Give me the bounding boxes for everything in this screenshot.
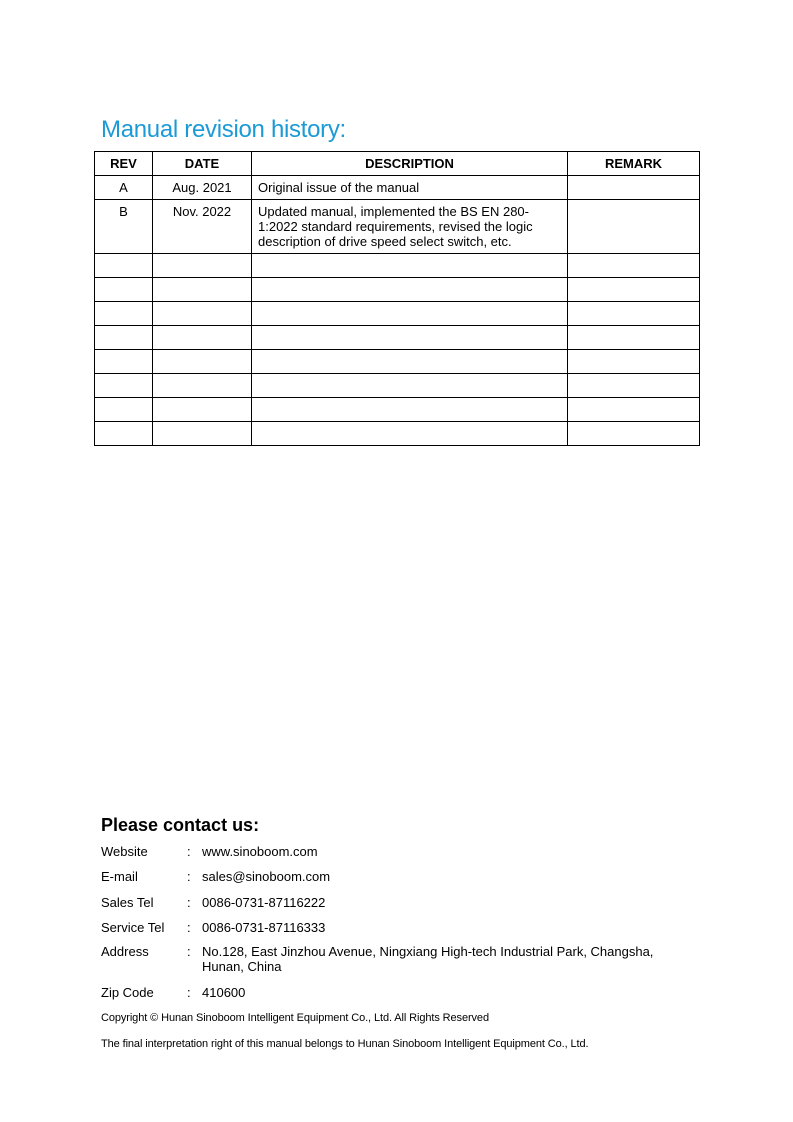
contact-heading: Please contact us: (101, 815, 260, 835)
contact-service-tel-row (101, 920, 672, 935)
date-column-header: DATE (153, 152, 252, 176)
remark-cell (568, 200, 700, 254)
table-row (95, 200, 700, 254)
date-cell: Nov. 2022 (153, 200, 252, 254)
empty-table-row (95, 326, 700, 350)
address-value: No.128, East Jinzhou Avenue, Ningxiang High-tech Industrial Park, Changsha, Hunan, China (202, 944, 654, 974)
empty-table-row (95, 302, 700, 326)
revision-history-title: Manual revision history: (101, 116, 346, 143)
contact-label: Website (101, 844, 148, 859)
empty-table-row (95, 398, 700, 422)
rev-cell: A (95, 176, 153, 200)
rev-cell: B (95, 200, 153, 254)
contact-separator: : (187, 985, 191, 1000)
contact-website-row (101, 844, 672, 859)
contact-separator: : (187, 944, 191, 959)
description-cell: Original issue of the manual (252, 176, 568, 200)
service-tel-value: 0086-0731-87116333 (202, 920, 326, 935)
empty-table-row (95, 422, 700, 446)
contact-label: Address (101, 944, 149, 959)
website-link[interactable]: www.sinoboom.com (202, 844, 318, 859)
date-cell: Aug. 2021 (153, 176, 252, 200)
description-cell: Updated manual, implemented the BS EN 280-1:2022 standard requirements, revised the logic description of drive speed select switch, etc. (252, 200, 568, 254)
table-row (95, 176, 700, 200)
contact-separator: : (187, 869, 191, 884)
contact-label: E-mail (101, 869, 138, 884)
zip-code-value: 410600 (202, 985, 246, 1000)
revision-history-table (94, 151, 700, 446)
rev-column-header: REV (95, 152, 153, 176)
empty-table-row (95, 350, 700, 374)
contact-label: Zip Code (101, 985, 154, 1000)
remark-cell (568, 176, 700, 200)
sales-tel-value: 0086-0731-87116222 (202, 895, 326, 910)
contact-separator: : (187, 920, 191, 935)
contact-separator: : (187, 895, 191, 910)
contact-sales-tel-row (101, 895, 672, 910)
empty-table-row (95, 254, 700, 278)
remark-column-header: REMARK (568, 152, 700, 176)
table-header-row (95, 152, 700, 176)
contact-zip-row (101, 985, 672, 1000)
interpretation-notice: The final interpretation right of this manual belongs to Hunan Sinoboom Intelligent Equipment Co., Ltd. (101, 1038, 589, 1050)
contact-separator: : (187, 844, 191, 859)
empty-table-row (95, 374, 700, 398)
contact-label: Sales Tel (101, 895, 154, 910)
contact-address-row (101, 944, 672, 974)
description-column-header: DESCRIPTION (252, 152, 568, 176)
copyright-notice: Copyright © Hunan Sinoboom Intelligent Equipment Co., Ltd. All Rights Reserved (101, 1012, 489, 1024)
contact-label: Service Tel (101, 920, 165, 935)
empty-table-row (95, 278, 700, 302)
contact-email-row (101, 869, 672, 884)
email-link[interactable]: sales@sinoboom.com (202, 869, 331, 884)
